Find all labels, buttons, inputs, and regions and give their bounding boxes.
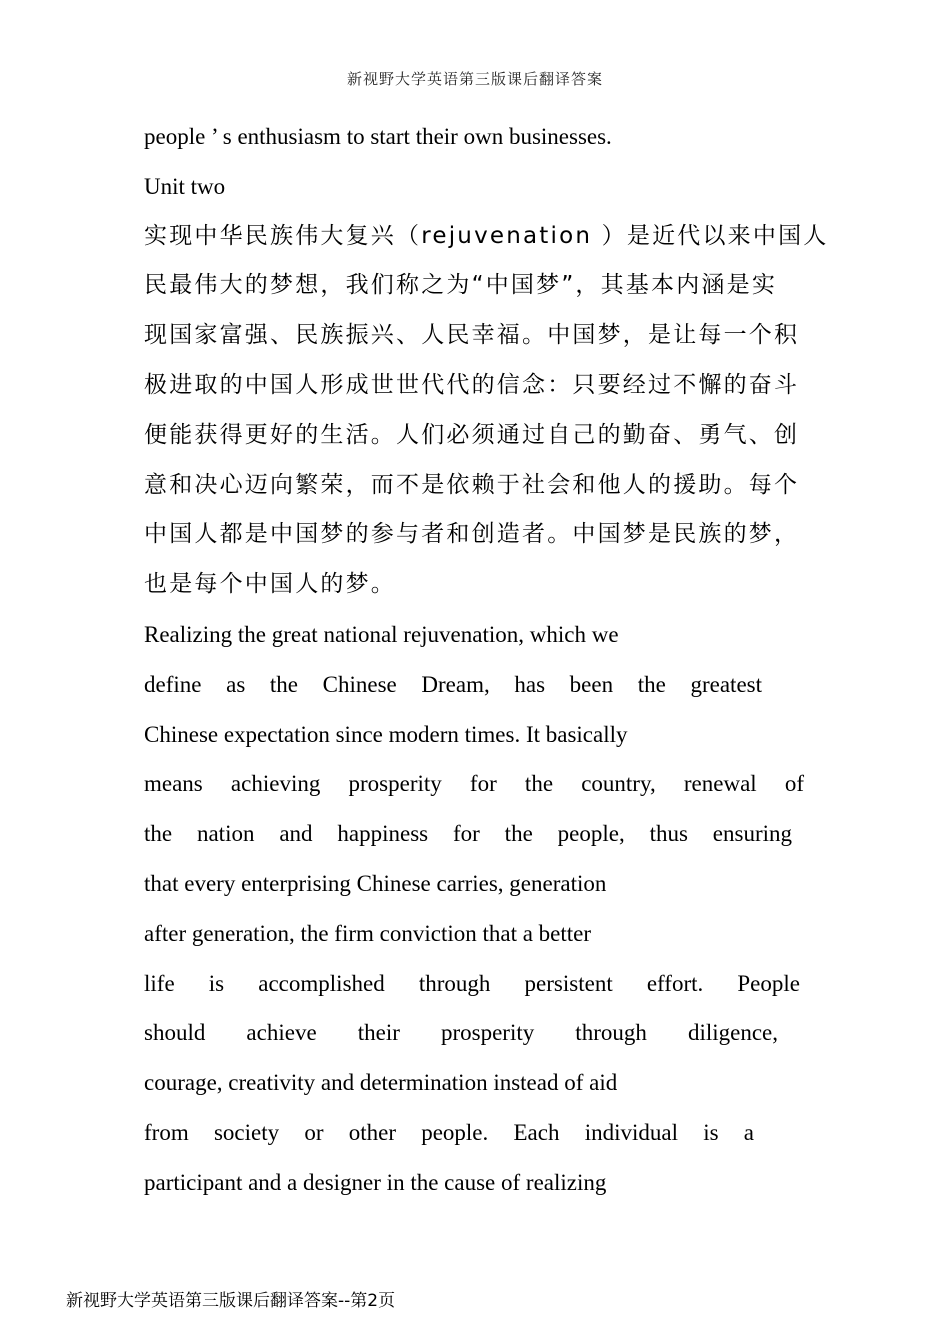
english-paragraph-line: participant and a designer in the cause of realizing xyxy=(144,1169,607,1195)
page-header: 新视野大学英语第三版课后翻译答案 xyxy=(346,70,603,88)
document-body xyxy=(144,112,829,1208)
english-paragraph-line: Chinese expectation since modern times. It basically xyxy=(144,721,628,747)
english-paragraph-line: that every enterprising Chinese carries, generation xyxy=(144,870,607,896)
chinese-paragraph-line: 极进取的中国人形成世世代代的信念：只要经过不懈的奋斗 xyxy=(144,371,800,398)
page-footer: 新视野大学英语第三版课后翻译答案--第2页 xyxy=(66,1291,396,1311)
chinese-paragraph-line: 也是每个中国人的梦。 xyxy=(144,571,396,598)
english-paragraph-line: from society or other people. Each individual is a xyxy=(144,1119,754,1145)
english-paragraph-line: Realizing the great national rejuvenation, which we xyxy=(144,621,619,647)
english-paragraph-line: should achieve their prosperity through diligence, xyxy=(144,1020,778,1046)
english-paragraph-line: means achieving prosperity for the country, renewal of xyxy=(144,771,804,797)
english-paragraph-line: life is accomplished through persistent effort. People xyxy=(144,970,800,996)
chinese-paragraph-line: 意和决心迈向繁荣，而不是依赖于社会和他人的援助。每个 xyxy=(144,471,800,498)
text-line: people ’ s enthusiasm to start their own businesses. xyxy=(144,124,612,149)
english-paragraph-line: define as the Chinese Dream, has been the greatest xyxy=(144,671,762,697)
chinese-paragraph-line: 中国人都是中国梦的参与者和创造者。中国梦是民族的梦， xyxy=(144,521,800,548)
unit-heading: Unit two xyxy=(144,173,226,199)
english-paragraph-line: after generation, the firm conviction that a better xyxy=(144,920,592,946)
chinese-paragraph-line: 现国家富强、民族振兴、人民幸福。中国梦，是让每一个积 xyxy=(144,322,800,349)
chinese-paragraph-line: 实现中华民族伟大复兴（rejuvenation ）是近代以来中国人 xyxy=(144,222,829,249)
english-paragraph-line: courage, creativity and determination instead of aid xyxy=(144,1070,618,1096)
chinese-paragraph-line: 便能获得更好的生活。人们必须通过自己的勤奋、勇气、创 xyxy=(144,421,800,448)
english-paragraph-line: the nation and happiness for the people, thus ensuring xyxy=(144,821,792,847)
chinese-paragraph-line: 民最伟大的梦想，我们称之为“中国梦”，其基本内涵是实 xyxy=(144,272,778,299)
